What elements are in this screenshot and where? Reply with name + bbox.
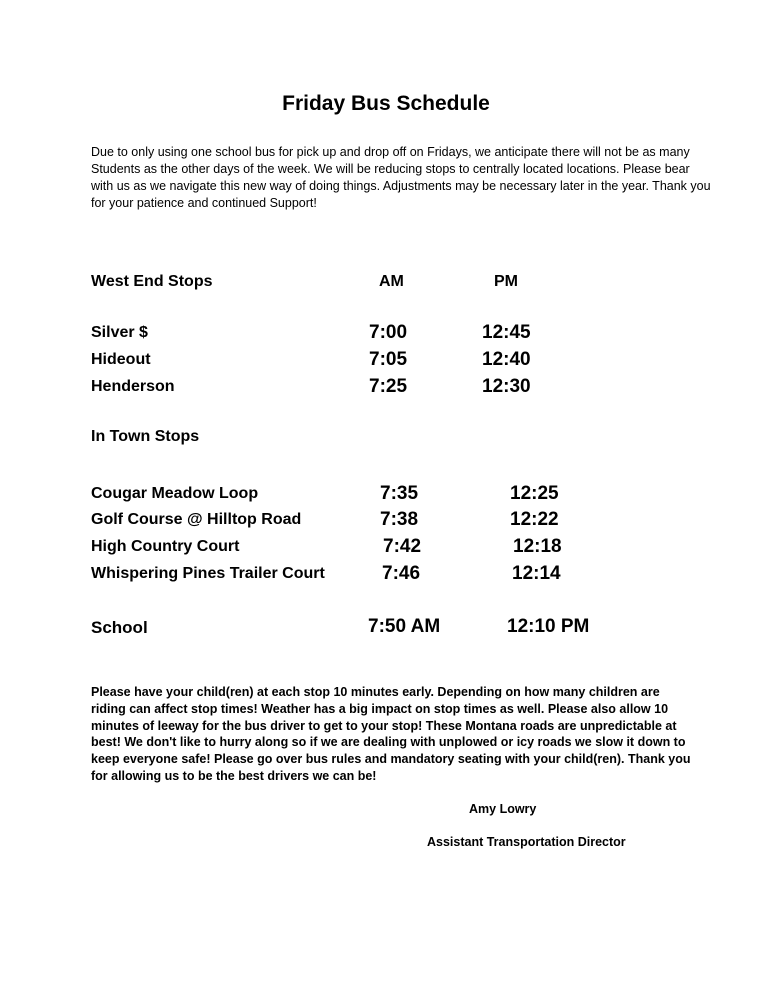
stop-pm-time: 12:30 xyxy=(482,376,531,397)
stop-row xyxy=(0,376,772,402)
stop-pm-time: 12:45 xyxy=(482,322,531,343)
stop-pm-time: 12:22 xyxy=(510,509,559,530)
stop-name: Hideout xyxy=(91,351,151,368)
stop-row xyxy=(0,563,772,589)
school-pm-time: 12:10 PM xyxy=(507,616,590,637)
stop-am-time: 7:35 xyxy=(380,483,419,504)
stop-am-time: 7:05 xyxy=(369,349,408,370)
stop-am-time: 7:46 xyxy=(382,563,421,584)
stop-row xyxy=(0,509,772,535)
pm-column-header: PM xyxy=(494,273,518,290)
stop-pm-time: 12:40 xyxy=(482,349,531,370)
am-column-header: AM xyxy=(379,273,404,290)
stop-am-time: 7:38 xyxy=(380,509,419,530)
intro-paragraph: Due to only using one school bus for pick up and drop off on Fridays, we anticipate there will not be as many Students as the other days of the week. We will be reducing stops to centrally located locations. Please bear with us as we navigate this new way of doing things. Adjustments may be necessary later in the year. Thank you for your patience and continued Support! xyxy=(91,145,711,210)
stop-name: High Country Court xyxy=(91,538,240,555)
west-end-heading: West End Stops xyxy=(91,273,213,290)
stop-name: Cougar Meadow Loop xyxy=(91,485,259,502)
signature-name: Amy Lowry xyxy=(469,802,537,816)
stop-am-time: 7:42 xyxy=(383,536,422,557)
stop-am-time: 7:00 xyxy=(369,322,408,343)
school-row xyxy=(0,616,772,642)
stop-name: Whispering Pines Trailer Court xyxy=(91,565,325,582)
signature-title: Assistant Transportation Director xyxy=(427,835,626,849)
stop-name: Henderson xyxy=(91,378,175,395)
stop-am-time: 7:25 xyxy=(369,376,408,397)
west-end-header-row xyxy=(0,273,772,299)
stop-row xyxy=(0,349,772,375)
page-title: Friday Bus Schedule xyxy=(282,92,490,115)
school-label: School xyxy=(91,618,148,637)
closing-paragraph: Please have your child(ren) at each stop 10 minutes early. Depending on how many children are riding can affect stop times! Weather has a big impact on stop times as well. Please also allow 10 minutes of leeway for the bus driver to get to your stop! These Montana roads are unpredictable at best! We don't like to hurry along so if we are dealing with unplowed or icy roads we slow it down to keep everyone safe! Please go over bus rules and mandatory seating with your child(ren). Thank you for allowing us to be the best drivers we can be! xyxy=(91,685,691,783)
stop-name: Silver $ xyxy=(91,324,148,341)
stop-pm-time: 12:25 xyxy=(510,483,559,504)
stop-row xyxy=(0,536,772,562)
stop-row xyxy=(0,322,772,348)
stop-pm-time: 12:14 xyxy=(512,563,561,584)
stop-name: Golf Course @ Hilltop Road xyxy=(91,511,302,528)
stop-row xyxy=(0,483,772,509)
school-am-time: 7:50 AM xyxy=(368,616,441,637)
stop-pm-time: 12:18 xyxy=(513,536,562,557)
in-town-heading: In Town Stops xyxy=(91,428,200,445)
